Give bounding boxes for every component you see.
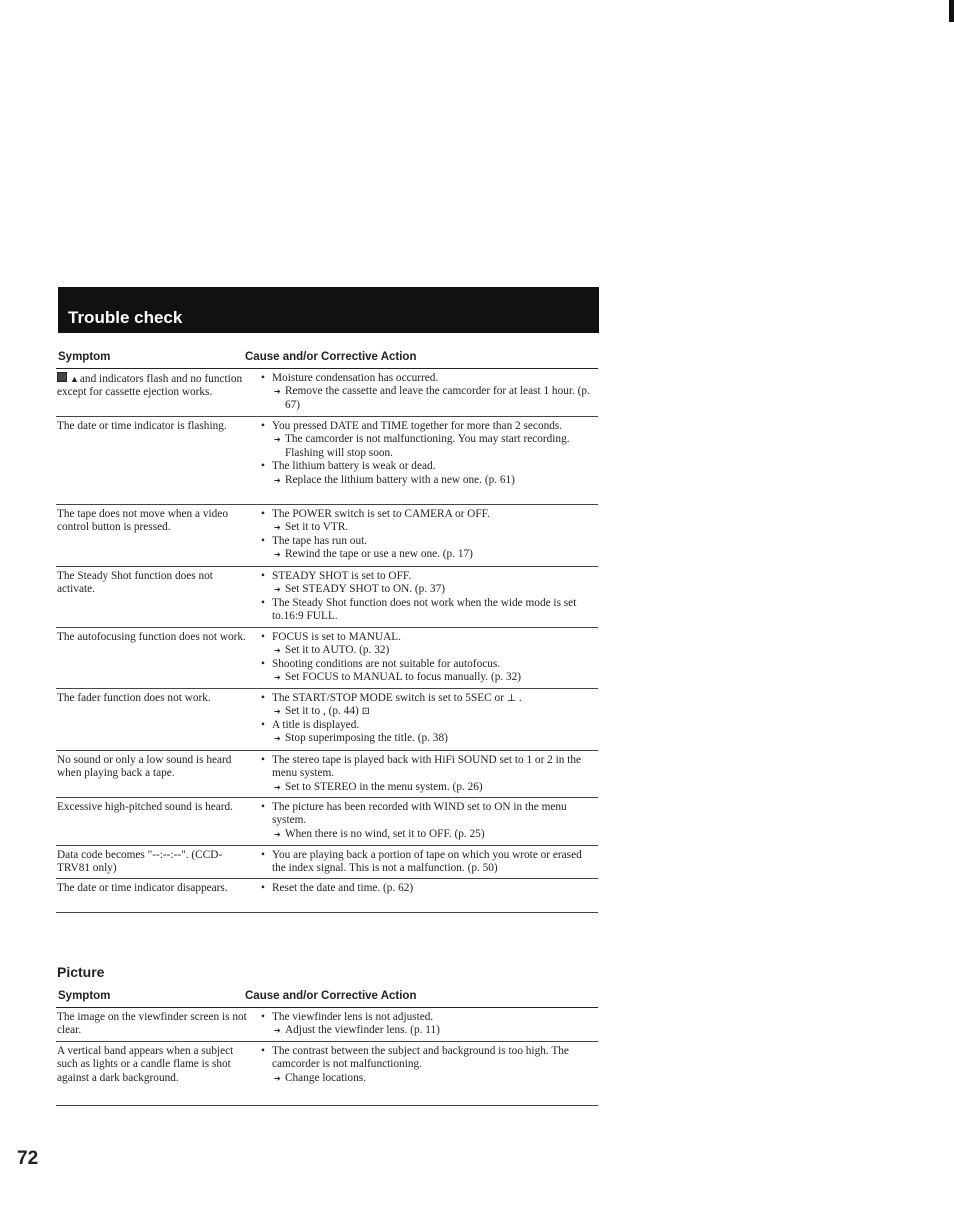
corrective-action: ➔ Set STEADY SHOT to ON. (p. 37) [261, 583, 596, 596]
cause-bullet: • The tape has run out. [261, 535, 596, 548]
symptom-column-header: Symptom [58, 990, 111, 1002]
page-edge-tab [949, 0, 954, 22]
cause-cell [261, 570, 596, 624]
corrective-action: ➔ Replace the lithium battery with a new one. (p. 61) [261, 474, 596, 487]
fader-mode-icon: ⊥ [506, 693, 517, 704]
symptom-cell: The image on the viewfinder screen is not clear. [57, 1011, 247, 1037]
cause-cell [261, 754, 596, 794]
cause-cell [261, 1045, 596, 1085]
cause-cell [261, 631, 596, 685]
corrective-action: ➔ Adjust the viewfinder lens. (p. 11) [261, 1024, 596, 1037]
symptom-cell: The date or time indicator is flashing. [57, 420, 227, 432]
cause-cell [261, 801, 596, 841]
corrective-action: ➔ The camcorder is not malfunctioning. You may start recording. Flashing will stop soon. [261, 433, 596, 460]
symptom-cell: The fader function does not work. [57, 692, 211, 704]
cause-bullet: • The viewfinder lens is not adjusted. [261, 1011, 596, 1024]
corrective-action: ➔ Set it to VTR. [261, 521, 596, 534]
cause-cell [261, 882, 596, 895]
table-header [56, 350, 598, 369]
cause-bullet: • The stereo tape is played back with HiFi SOUND set to 1 or 2 in the menu system. [261, 754, 596, 781]
cause-bullet: • The lithium battery is weak or dead. [261, 460, 596, 473]
cause-bullet: • STEADY SHOT is set to OFF. [261, 570, 596, 583]
cause-bullet: • FOCUS is set to MANUAL. [261, 631, 596, 644]
picture-section-title: Picture [57, 964, 105, 980]
fade-setting-icon: ⊡ [361, 706, 370, 718]
trouble-table [56, 350, 598, 913]
cause-column-header: Cause and/or Corrective Action [245, 990, 417, 1002]
table-row [56, 1008, 598, 1042]
table-row [56, 689, 598, 751]
cause-bullet: • The contrast between the subject and background is too high. The camcorder is not malfunctioning. [261, 1045, 596, 1072]
table-row [56, 505, 598, 567]
table-row [56, 628, 598, 689]
cause-bullet: • Shooting conditions are not suitable for autofocus. [261, 658, 596, 671]
corrective-action: ➔ Rewind the tape or use a new one. (p. 17) [261, 548, 596, 561]
eject-indicator-icon: ▲ [70, 374, 79, 384]
table-row [56, 567, 598, 628]
symptom-cell: A vertical band appears when a subject such as lights or a candle flame is shot against a dark background. [57, 1045, 234, 1084]
table-row [56, 369, 598, 417]
table-row [56, 846, 598, 879]
cause-column-header: Cause and/or Corrective Action [245, 351, 417, 363]
cause-bullet: • Moisture condensation has occurred. [261, 372, 596, 385]
cause-bullet: • A title is displayed. [261, 719, 596, 732]
cause-cell [261, 849, 596, 876]
cause-bullet: • The POWER switch is set to CAMERA or OFF. [261, 508, 596, 521]
section-header-bar [58, 287, 599, 333]
cause-cell [261, 508, 596, 562]
cause-cell [261, 1011, 596, 1038]
tape-indicator-icon [57, 372, 67, 382]
cause-bullet: • The picture has been recorded with WIND set to ON in the menu system. [261, 801, 596, 828]
symptom-cell: Excessive high-pitched sound is heard. [57, 801, 234, 813]
table-row [56, 798, 598, 846]
symptom-cell: The date or time indicator disappears. [57, 882, 228, 894]
table-header [56, 989, 598, 1008]
symptom-column-header: Symptom [58, 351, 111, 363]
section-header-title: Trouble check [68, 308, 183, 327]
symptom-cell: ▲and indicators flash and no function except for cassette ejection works. [57, 373, 243, 399]
table-row [56, 751, 598, 798]
cause-bullet: • You are playing back a portion of tape on which you wrote or erased the index signal. This is not a malfunction. (p. 50) [261, 849, 596, 876]
corrective-action: ➔ Set it to , (p. 44) ⊡ [261, 705, 596, 718]
picture-table [56, 989, 598, 1106]
table-row [56, 417, 598, 505]
cause-cell [261, 372, 596, 412]
corrective-action: ➔ Change locations. [261, 1072, 596, 1085]
cause-bullet: • The Steady Shot function does not work when the wide mode is set to.16:9 FULL. [261, 597, 596, 624]
symptom-cell: The Steady Shot function does not activate. [57, 570, 213, 596]
symptom-cell: The tape does not move when a video control button is pressed. [57, 508, 228, 534]
cause-cell [261, 420, 596, 487]
symptom-cell: The autofocusing function does not work. [57, 631, 246, 643]
table-row [56, 1042, 598, 1106]
corrective-action: ➔ Set it to AUTO. (p. 32) [261, 644, 596, 657]
cause-cell [261, 692, 596, 746]
cause-bullet: • Reset the date and time. (p. 62) [261, 882, 596, 895]
cause-bullet: • You pressed DATE and TIME together for more than 2 seconds. [261, 420, 596, 433]
corrective-action: ➔ Remove the cassette and leave the camcorder for at least 1 hour. (p. 67) [261, 385, 596, 412]
corrective-action: ➔ Set to STEREO in the menu system. (p. 26) [261, 781, 596, 794]
symptom-cell: No sound or only a low sound is heard when playing back a tape. [57, 754, 232, 780]
corrective-action: ➔ When there is no wind, set it to OFF. (p. 25) [261, 828, 596, 841]
page-number: 72 [17, 1148, 39, 1169]
corrective-action: ➔ Set FOCUS to MANUAL to focus manually. (p. 32) [261, 671, 596, 684]
cause-bullet: • The START/STOP MODE switch is set to 5SEC or ⊥ . [261, 692, 596, 705]
table-row [56, 879, 598, 913]
symptom-cell: Data code becomes "--:--:--". (CCD-TRV81 only) [57, 849, 223, 875]
corrective-action: ➔ Stop superimposing the title. (p. 38) [261, 732, 596, 745]
